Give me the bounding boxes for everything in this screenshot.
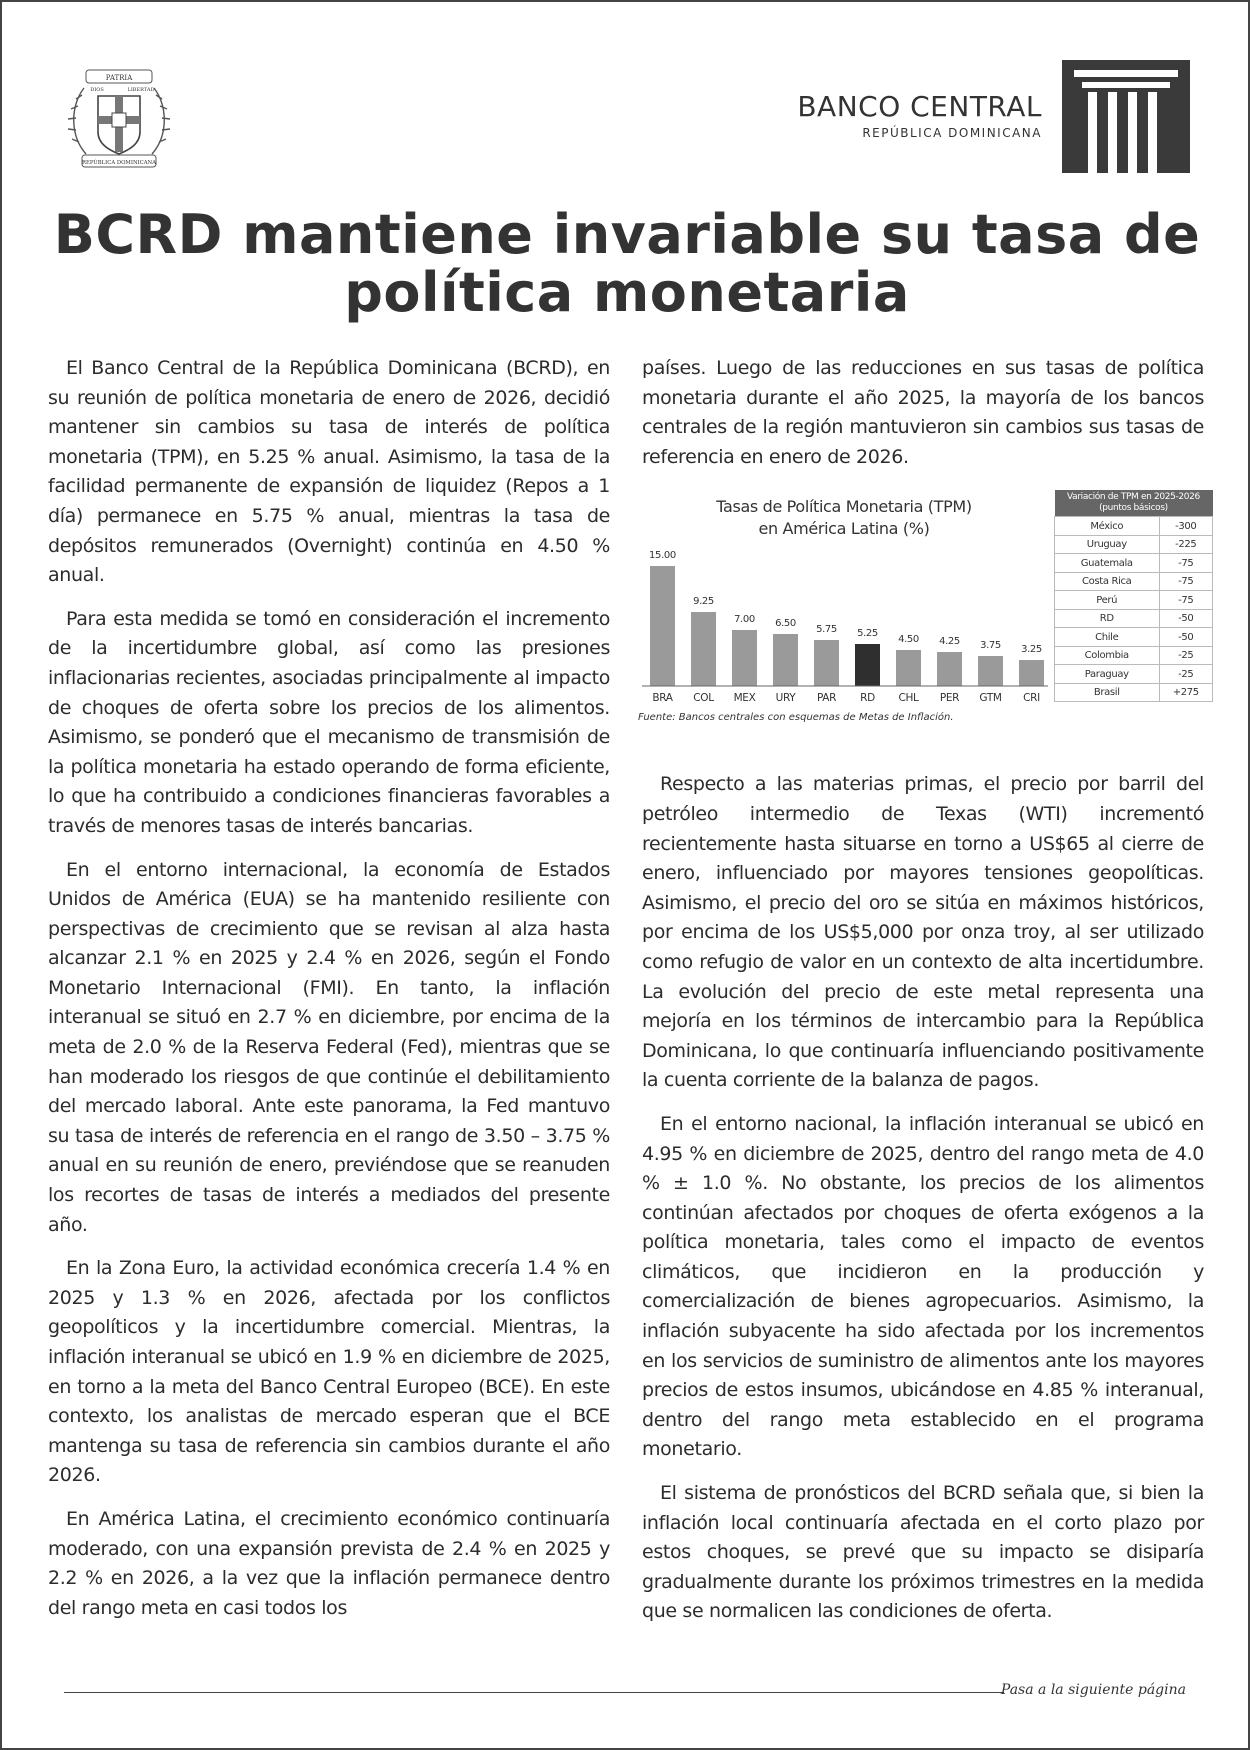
table-cell-bp-change: -225 (1159, 535, 1213, 554)
chart-bar (978, 656, 1003, 686)
laurel-branch-left (68, 88, 86, 154)
table-cell-country: Costa Rica (1055, 572, 1160, 591)
table-cell-bp-change: -75 (1159, 591, 1213, 610)
table-cell-country: Guatemala (1055, 554, 1160, 573)
table-header-title: Variación de TPM en 2025-2026 (1067, 492, 1200, 503)
table-row (1055, 609, 1213, 628)
table-cell-country: México (1055, 517, 1160, 536)
bible-icon (112, 113, 126, 127)
table-cell-bp-change: -50 (1159, 609, 1213, 628)
table-cell-bp-change: -25 (1159, 646, 1213, 665)
x-tick-label: URY (775, 692, 796, 703)
x-tick-label: RD (860, 692, 875, 703)
chart-title-line: Tasas de Política Monetaria (TPM) (716, 497, 972, 517)
table-cell-bp-change: -25 (1159, 665, 1213, 684)
x-tick-label: CRI (1023, 692, 1040, 703)
chart-bar (855, 644, 880, 686)
bar-value-label: 5.25 (857, 628, 878, 640)
table-row (1055, 591, 1213, 610)
table-row (1055, 535, 1213, 554)
table-cell-country: RD (1055, 609, 1160, 628)
table-cell-bp-change: -50 (1159, 628, 1213, 647)
bar-value-label: 4.25 (939, 636, 960, 648)
x-tick-label: COL (693, 692, 714, 703)
table-cell-bp-change: +275 (1159, 683, 1213, 702)
paragraph: El sistema de pronósticos del BCRD señala que, si bien la inflación local continuaría afectada en el corto plazo por estos choques, se prevé que su impacto se disiparía gradualmente durante los próximos trimestres en la medida que se normalicen las condiciones de oferta. (642, 1482, 1204, 1623)
chart-source-note: Fuente: Bancos centrales con esquemas de Metas de Inflación. (638, 712, 954, 724)
chart-bar (773, 634, 798, 686)
table-cell-bp-change: -300 (1159, 517, 1213, 536)
table-row (1055, 628, 1213, 647)
palm-branch-right (152, 88, 170, 154)
paragraph: En América Latina, el crecimiento económico continuaría moderado, con una expansión prevista de 2.4 % en 2025 y 2.2 % en 2026, a la vez que la inflación permanece dentro del rango meta en casi todos los (48, 1507, 610, 1619)
coat-of-arms-seal (64, 62, 174, 172)
bar-value-label: 4.50 (898, 634, 919, 646)
table-cell-bp-change: -75 (1159, 554, 1213, 573)
chart-bar (691, 612, 716, 686)
table-row (1055, 646, 1213, 665)
table-cell-country: Paraguay (1055, 665, 1160, 684)
right-column (638, 354, 1204, 1641)
chart-bar (650, 566, 675, 686)
seal-motto-top: PATRIA (105, 74, 133, 82)
x-tick-label: PAR (816, 692, 837, 703)
bar-value-label: 5.75 (816, 624, 837, 636)
bar-value-label: 7.00 (734, 614, 755, 626)
footer-divider (64, 1692, 1004, 1693)
seal-motto-right: LIBERTAD (127, 87, 155, 93)
seal-motto-bottom: REPÚBLICA DOMINICANA (81, 160, 157, 166)
table-row (1055, 517, 1213, 536)
table-cell-country: Brasil (1055, 683, 1160, 702)
x-tick-label: PER (939, 692, 960, 703)
paragraph: En la Zona Euro, la actividad económica crecería 1.4 % en 2025 y 1.3 % en 2026, afectada por los conflictos geopolíticos y la incertidumbre comercial. Mientras, la inflación interanual se ubicó en 1.9 % en diciembre de 2025, en torno a la meta del Banco Central Europeo (BCE). En este contexto, los analistas de mercado esperan que el BCE mantenga su tasa de referencia sin cambios durante el año 2026. (48, 1257, 610, 1487)
paragraph-continued: países. Luego de las reducciones en sus tasas de política monetaria durante el año 2025, la mayoría de los bancos centrales de la región mantuvieron sin cambios sus tasas de referencia en enero de 2026. (642, 357, 1204, 468)
article-title: BCRD mantiene invariable su tasa de política monetaria (53, 203, 1201, 324)
bar-value-label: 9.25 (693, 596, 714, 608)
x-tick-label: BRA (652, 692, 673, 703)
paragraph: Para esta medida se tomó en consideración el incremento de la incertidumbre global, así como las presiones inflacionarias recientes, asociadas principalmente al impacto de choques de oferta sobre los precios de los alimentos. Asimismo, se ponderó que el mecanismo de transmisión de la política monetaria ha estado operando de forma eficiente, lo que ha contribuido a condiciones financieras favorables a través de menores tasas de interés bancarias. (48, 607, 610, 837)
table-header (1055, 490, 1213, 517)
table-cell-country: Perú (1055, 591, 1160, 610)
table-row (1055, 554, 1213, 573)
bar-value-label: 3.75 (980, 640, 1001, 652)
x-tick-label: CHL (898, 692, 919, 703)
table-cell-country: Chile (1055, 628, 1160, 647)
paragraph: En el entorno nacional, la inflación interanual se ubicó en 4.95 % en diciembre de 2025, dentro del rango meta de 4.0 % ± 1.0 %. No obstante, los precios de los alimentos continúan afectados por choques de oferta exógenos a la política monetaria, tales como el impacto de eventos climáticos, que incidieron en la producción y comercialización de bienes agropecuarios. Asimismo, la inflación subyacente ha sido afectada por los incrementos en los servicios de suministro de alimentos ante los mayores precios de estos insumos, ubicándose en 4.85 % interanual, dentro del rango meta establecido en el programa monetario. (642, 1112, 1204, 1461)
bank-country: REPÚBLICA DOMINICANA (862, 126, 1042, 140)
bar-value-label: 15.00 (649, 550, 676, 562)
chart-bar (732, 630, 757, 686)
chart-bar (1019, 660, 1044, 686)
next-page-note: Pasa a la siguiente página (1000, 1682, 1186, 1698)
tpm-chart-figure (638, 490, 1213, 748)
paragraph: El Banco Central de la República Dominicana (BCRD), en su reunión de política monetaria de enero de 2026, decidió mantener sin cambios su tasa de interés de política monetaria (TPM), en 5.25 % anual. Asimismo, la tasa de la facilidad permanente de expansión de liquidez (Repos a 1 día) permanece en 5.75 % anual, mientras la tasa de depósitos remunerados (Overnight) continúa en 4.50 % anual. (48, 357, 610, 587)
left-column (48, 354, 610, 1637)
chart-title-line: en América Latina (%) (758, 519, 930, 539)
bank-name: BANCO CENTRAL (797, 90, 1042, 123)
paragraph: Respecto a las materias primas, el precio por barril del petróleo intermedio de Texas (WTI) incrementó recientemente hasta situarse en torno a US$65 al cierre de enero, influenciado por mayores tensiones geopolíticas. Asimismo, el precio del oro se sitúa en máximos históricos, por encima de los US$5,000 por onza troy, al ser utilizado como refugio de valor en un contexto de alta incertidumbre. La evolución del precio de este metal representa una mejoría en los términos de intercambio para la República Dominicana, lo que continuaría influenciando positivamente la cuenta corriente de la balanza de pagos. (642, 773, 1204, 1092)
table-body (1055, 517, 1213, 702)
chart-bar (896, 650, 921, 686)
table-cell-country: Uruguay (1055, 535, 1160, 554)
paragraph: En el entorno internacional, la economía de Estados Unidos de América (EUA) se ha mantenido resiliente con perspectivas de crecimiento que se revisan al alza hasta alcanzar 2.1 % en 2025 y 2.4 % en 2026, según el Fondo Monetario Internacional (FMI). En tanto, la inflación interanual se situó en 2.7 % en diciembre, por encima de la meta de 2.0 % de la Reserva Federal (Fed), mientras que se han moderado los riesgos de que continúe el debilitamiento del mercado laboral. Ante este panorama, la Fed mantuvo su tasa de interés de referencia en el rango de 3.50 – 3.75 % anual en su reunión de enero, previéndose que se reanuden los recortes de tasas de interés a mediados del presente año. (48, 858, 610, 1236)
table-header-units: (puntos básicos) (1099, 503, 1168, 514)
bank-columns-logo (1062, 60, 1190, 173)
seal-motto-left: DIOS (90, 87, 104, 93)
table-row (1055, 665, 1213, 684)
table-row (1055, 683, 1213, 702)
table-row (1055, 572, 1213, 591)
chart-bar (814, 640, 839, 686)
x-tick-label: MEX (733, 692, 756, 703)
bar-value-label: 3.25 (1021, 644, 1042, 656)
bar-value-label: 6.50 (775, 618, 796, 630)
chart-bar (937, 652, 962, 686)
x-tick-label: GTM (979, 692, 1002, 703)
table-cell-bp-change: -75 (1159, 572, 1213, 591)
tpm-variation-table (1054, 490, 1213, 702)
tpm-bar-chart (638, 490, 1048, 702)
table-cell-country: Colombia (1055, 646, 1160, 665)
